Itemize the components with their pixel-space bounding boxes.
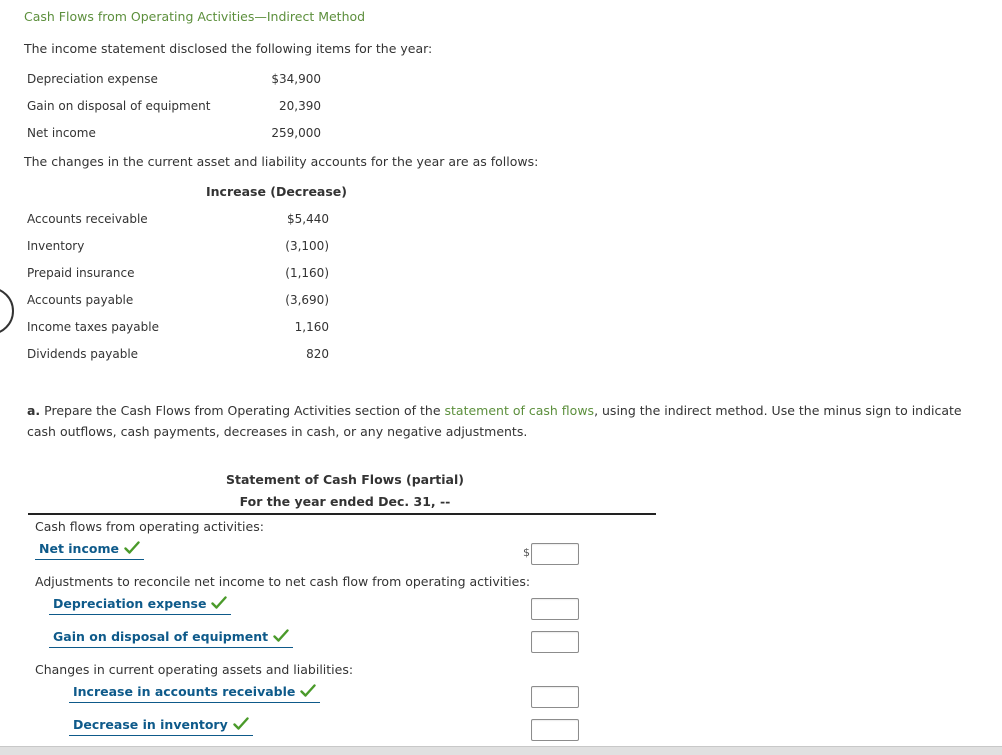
income-item-value: $34,900 <box>271 72 321 86</box>
change-item-label: Prepaid insurance <box>27 266 135 280</box>
accounts-receivable-amount-input[interactable] <box>531 686 579 708</box>
income-item-label: Gain on disposal of equipment <box>27 99 211 113</box>
accounts-receivable-select-text: Increase in accounts receivable <box>73 684 296 699</box>
income-intro-text: The income statement disclosed the following items for the year: <box>24 41 433 56</box>
currency-symbol: $ <box>523 546 530 559</box>
change-item-value: 820 <box>306 347 329 361</box>
gain-on-disposal-select-text: Gain on disposal of equipment <box>53 629 269 644</box>
change-item-label: Dividends payable <box>27 347 139 361</box>
change-item-value: (3,690) <box>285 293 329 307</box>
inventory-select-text: Decrease in inventory <box>73 717 228 732</box>
instruction-text-before: Prepare the Cash Flows from Operating Activities section of the <box>40 403 445 418</box>
depreciation-amount-input[interactable] <box>531 598 579 620</box>
change-item-value: (1,160) <box>285 266 329 280</box>
statement-title: Statement of Cash Flows (partial) <box>226 472 464 487</box>
income-item-label: Net income <box>27 126 96 140</box>
statement-subtitle: For the year ended Dec. 31, -- <box>239 494 451 509</box>
change-item-label: Inventory <box>27 239 85 253</box>
inventory-amount-input[interactable] <box>531 719 579 741</box>
change-item-label: Accounts receivable <box>27 212 148 226</box>
inventory-select[interactable] <box>69 717 253 736</box>
check-icon <box>273 629 289 643</box>
change-item-value: 1,160 <box>294 320 329 334</box>
change-item-label: Income taxes payable <box>27 320 159 334</box>
change-item-value: $5,440 <box>287 212 329 226</box>
income-item-value: 20,390 <box>279 99 321 113</box>
income-item-value: 259,000 <box>271 126 321 140</box>
check-icon <box>211 596 227 610</box>
check-icon <box>124 541 140 555</box>
income-item-label: Depreciation expense <box>27 72 158 86</box>
cursor-circle-indicator <box>0 287 14 335</box>
operating-activities-label: Cash flows from operating activities: <box>35 519 264 534</box>
depreciation-expense-select[interactable] <box>49 596 231 615</box>
gain-on-disposal-select[interactable] <box>49 629 293 648</box>
change-item-value: (3,100) <box>285 239 329 253</box>
instruction-part-label: a. <box>27 403 41 418</box>
statement-of-cash-flows-link[interactable]: statement of cash flows <box>444 403 595 418</box>
check-icon <box>300 684 316 698</box>
depreciation-expense-select-text: Depreciation expense <box>53 596 207 611</box>
gain-amount-input[interactable] <box>531 631 579 653</box>
instruction-text-after: , using the indirect method. Use the minus sign to indicate cash outflows, cash payments, decreases in cash, or any negative adjustments. <box>27 403 962 439</box>
net-income-select[interactable] <box>35 541 144 560</box>
net-income-amount-input[interactable] <box>531 543 579 565</box>
instruction-text <box>27 400 977 442</box>
accounts-receivable-select[interactable] <box>69 684 320 703</box>
net-income-select-text: Net income <box>39 541 119 556</box>
changes-intro-text: The changes in the current asset and liability accounts for the year are as follows: <box>24 154 539 169</box>
adjustments-label: Adjustments to reconcile net income to net cash flow from operating activities: <box>35 574 531 589</box>
change-item-label: Accounts payable <box>27 293 134 307</box>
page-title: Cash Flows from Operating Activities—Indirect Method <box>24 9 366 24</box>
changes-column-header: Increase (Decrease) <box>206 184 347 199</box>
changes-operating-label: Changes in current operating assets and liabilities: <box>35 662 354 677</box>
check-icon <box>233 717 249 731</box>
statement-header-rule <box>28 513 656 515</box>
